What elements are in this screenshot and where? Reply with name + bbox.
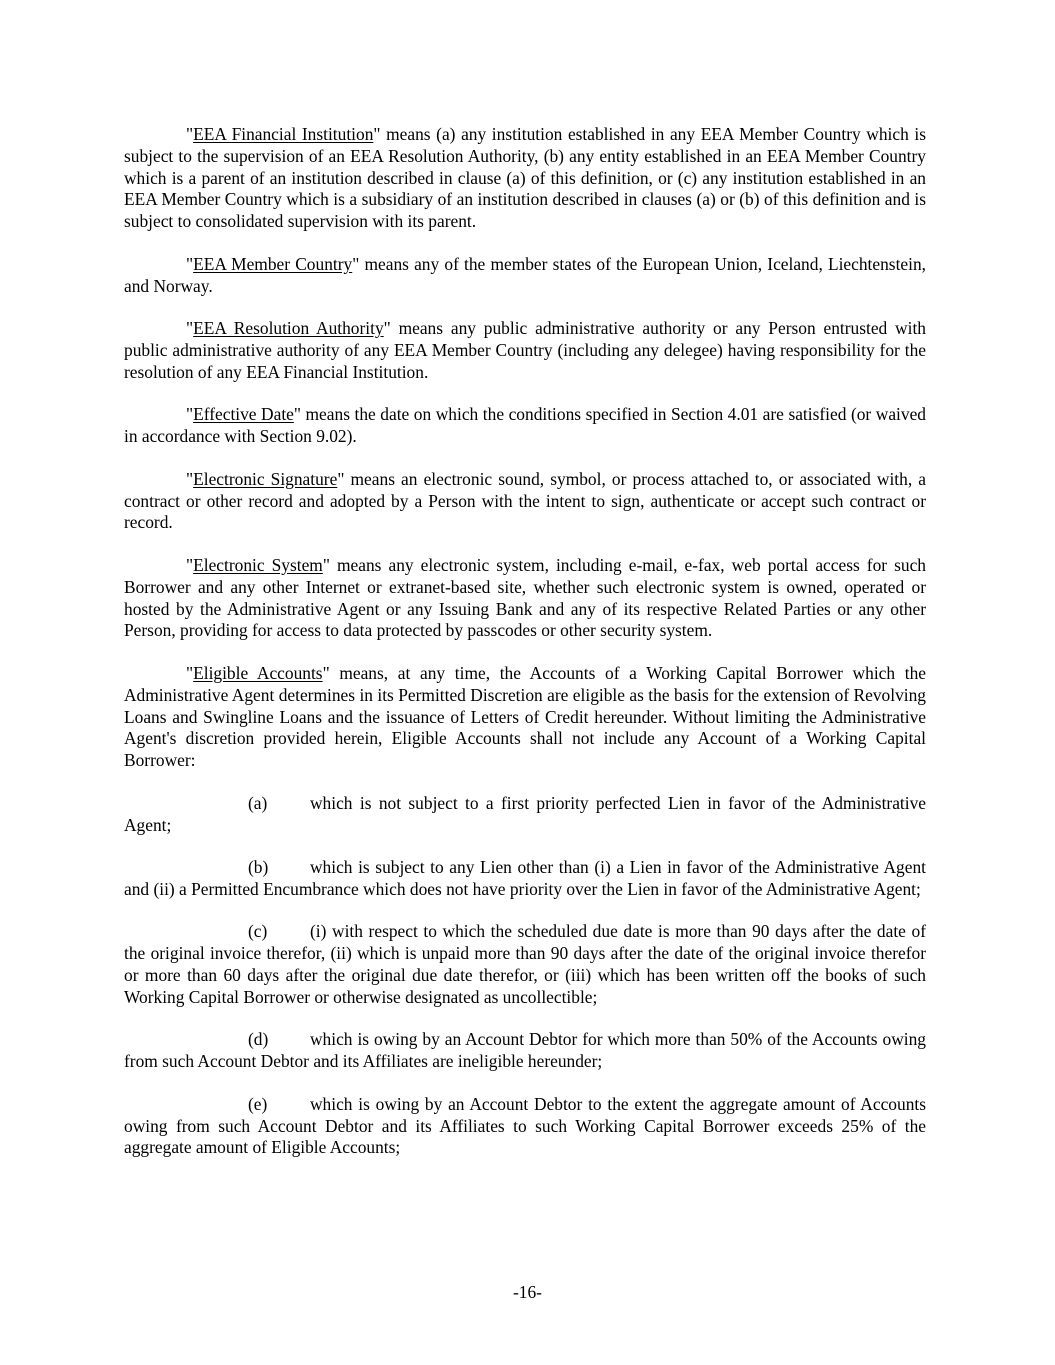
document-body — [124, 124, 926, 1180]
defined-term: EEA Member Country — [193, 253, 353, 274]
defined-term: EEA Financial Institution — [193, 124, 374, 144]
clause-a — [124, 793, 926, 837]
definition-electronic-system — [124, 555, 926, 642]
clause-label: (e) — [248, 1093, 268, 1114]
definition-eea-resolution-authority — [124, 318, 926, 383]
clause-label: (c) — [248, 921, 268, 942]
definition-text: " means the date on which the conditions specified in Section 4.01 are satisfied (or waived in accordance with Section 9.02). — [124, 404, 926, 447]
definition-text: " means an electronic sound, symbol, or process attached to, or associated with, a contract or other record and adopted by a Person with the intent to sign, authenticate or accept such contract or record. — [124, 468, 926, 533]
defined-term: Electronic Signature — [193, 468, 338, 489]
definition-eea-member-country — [124, 254, 926, 298]
clause-label: (d) — [248, 1029, 269, 1050]
quote-mark: " — [186, 124, 194, 144]
clause-label: (a) — [248, 792, 268, 813]
definition-text: " means (a) any institution established in any EEA Member Country which is subject to the supervision of an EEA Resolution Authority, (b) any entity established in an EEA Member Country which is a parent of an institution described in clause (a) of this definition, or (c) any institution established in an EEA Member Country which is a subsidiary of an institution described in clauses (a) or (b) of this definition and is subject to consolidated supervision with its parent. — [124, 124, 926, 232]
quote-mark: " — [186, 318, 194, 339]
definition-text: " means any electronic system, including e-mail, e-fax, web portal access for such Borrower and any other Internet or extranet-based site, whether such electronic system is owned, operated or hosted by the Administrative Agent or any Issuing Bank and any of its respective Related Parties or any other Person, providing for access to data protected by passcodes or other security system. — [124, 554, 926, 641]
clause-text: which is owing by an Account Debtor to the extent the aggregate amount of Accounts owing from such Account Debtor and its Affiliates to such Working Capital Borrower exceeds 25% of the aggregate amount of Eligible Accounts; — [124, 1093, 926, 1158]
defined-term: EEA Resolution Authority — [193, 318, 384, 339]
definition-effective-date — [124, 404, 926, 448]
clause-e — [124, 1094, 926, 1159]
clause-d — [124, 1029, 926, 1073]
quote-mark: " — [186, 253, 194, 274]
quote-mark: " — [186, 404, 194, 425]
quote-mark: " — [186, 468, 194, 489]
quote-mark: " — [186, 554, 194, 575]
clause-text: (i) with respect to which the scheduled due date is more than 90 days after the date of the original invoice therefor, (ii) which is unpaid more than 90 days after the date of the original invoice therefor or more than 60 days after the original due date therefor, or (iii) which has been written off the books of such Working Capital Borrower or otherwise designated as uncollectible; — [124, 921, 926, 1007]
defined-term: Electronic System — [193, 554, 323, 575]
definition-text: " means any of the member states of the European Union, Iceland, Liechtenstein, and Norway. — [124, 253, 926, 296]
definition-eligible-accounts — [124, 663, 926, 772]
clause-c — [124, 921, 926, 1008]
clause-text: which is subject to any Lien other than (i) a Lien in favor of the Administrative Agent and (ii) a Permitted Encumbrance which does not have priority over the Lien in favor of the Administrative Agent; — [124, 857, 926, 899]
defined-term: Eligible Accounts — [193, 662, 323, 683]
definition-electronic-signature — [124, 469, 926, 534]
clause-text: which is not subject to a first priority perfected Lien in favor of the Administrative Agent; — [124, 792, 926, 835]
clause-b — [124, 857, 926, 901]
definition-text: " means any public administrative authority or any Person entrusted with public administrative authority of any EEA Member Country (including any delegee) having responsibility for the resolution of any EEA Financial Institution. — [124, 318, 926, 382]
definition-text: " means, at any time, the Accounts of a Working Capital Borrower which the Administrative Agent determines in its Permitted Discretion are eligible as the basis for the extension of Revolving Loans and Swingline Loans and the issuance of Letters of Credit hereunder. Without limiting the Administrative Agent's discretion provided herein, Eligible Accounts shall not include any Account of a Working Capital Borrower: — [124, 662, 926, 771]
defined-term: Effective Date — [193, 404, 294, 425]
clause-label: (b) — [248, 857, 269, 878]
page-number: -16- — [513, 1282, 542, 1302]
definition-eea-financial-institution — [124, 124, 926, 233]
clause-text: which is owing by an Account Debtor for which more than 50% of the Accounts owing from such Account Debtor and its Affiliates are ineligible hereunder; — [124, 1029, 926, 1072]
quote-mark: " — [186, 662, 194, 683]
